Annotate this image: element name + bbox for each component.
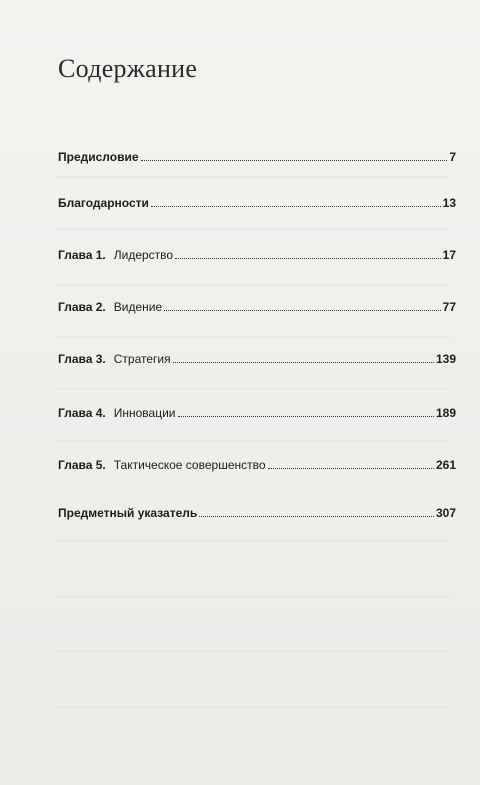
toc-entry-label: Стратегия xyxy=(113,352,171,366)
toc-entry-chapter-5[interactable] xyxy=(58,452,456,472)
bleed-through-line xyxy=(56,336,450,338)
toc-entry-page: 7 xyxy=(449,150,456,164)
bleed-through-line xyxy=(56,388,450,390)
bleed-through-line xyxy=(56,650,450,652)
toc-chapter-number: Глава 1. xyxy=(58,248,106,262)
toc-entry-label: Инновации xyxy=(113,406,176,420)
toc-entry-index[interactable] xyxy=(58,500,456,520)
bleed-through-line xyxy=(56,596,450,598)
toc-chapter-number: Глава 5. xyxy=(58,458,106,472)
toc-entry-page: 77 xyxy=(442,300,456,314)
toc-entry-page: 307 xyxy=(435,506,456,520)
bleed-through-line xyxy=(56,284,450,286)
toc-chapter-number: Глава 2. xyxy=(58,300,106,314)
toc-entry-chapter-3[interactable] xyxy=(58,346,456,366)
toc-entry-acknowledgements[interactable] xyxy=(58,190,456,210)
toc-chapter-number: Глава 4. xyxy=(58,406,106,420)
dot-leader xyxy=(164,310,441,311)
bleed-through-line xyxy=(56,540,450,542)
bleed-through-line xyxy=(56,228,450,230)
dot-leader xyxy=(175,258,441,259)
toc-entry-label: Предметный указатель xyxy=(58,506,198,520)
toc-entry-chapter-2[interactable] xyxy=(58,294,456,314)
toc-entry-page: 17 xyxy=(442,248,456,262)
bleed-through-line xyxy=(56,706,450,708)
toc-entry-page: 261 xyxy=(435,458,456,472)
toc-chapter-number: Глава 3. xyxy=(58,352,106,366)
toc-entry-page: 139 xyxy=(435,352,456,366)
dot-leader xyxy=(178,416,434,417)
toc-entry-label: Благодарности xyxy=(58,196,149,210)
dot-leader xyxy=(151,206,441,207)
toc-entry-label: Предисловие xyxy=(58,150,139,164)
bleed-through-line xyxy=(56,440,450,442)
toc-entry-label: Лидерство xyxy=(113,248,174,262)
toc-entry-page: 13 xyxy=(442,196,456,210)
dot-leader xyxy=(268,468,434,469)
dot-leader xyxy=(199,516,434,517)
dot-leader xyxy=(173,362,434,363)
toc-entry-page: 189 xyxy=(435,406,456,420)
bleed-through-line xyxy=(56,176,450,178)
page-title: Содержание xyxy=(58,54,198,83)
toc-entry-preface[interactable] xyxy=(58,144,456,164)
toc-entry-label: Видение xyxy=(113,300,163,314)
toc-entry-label: Тактическое совершенство xyxy=(113,458,266,472)
toc-entry-chapter-1[interactable] xyxy=(58,242,456,262)
dot-leader xyxy=(141,160,448,161)
toc-entry-chapter-4[interactable] xyxy=(58,400,456,420)
